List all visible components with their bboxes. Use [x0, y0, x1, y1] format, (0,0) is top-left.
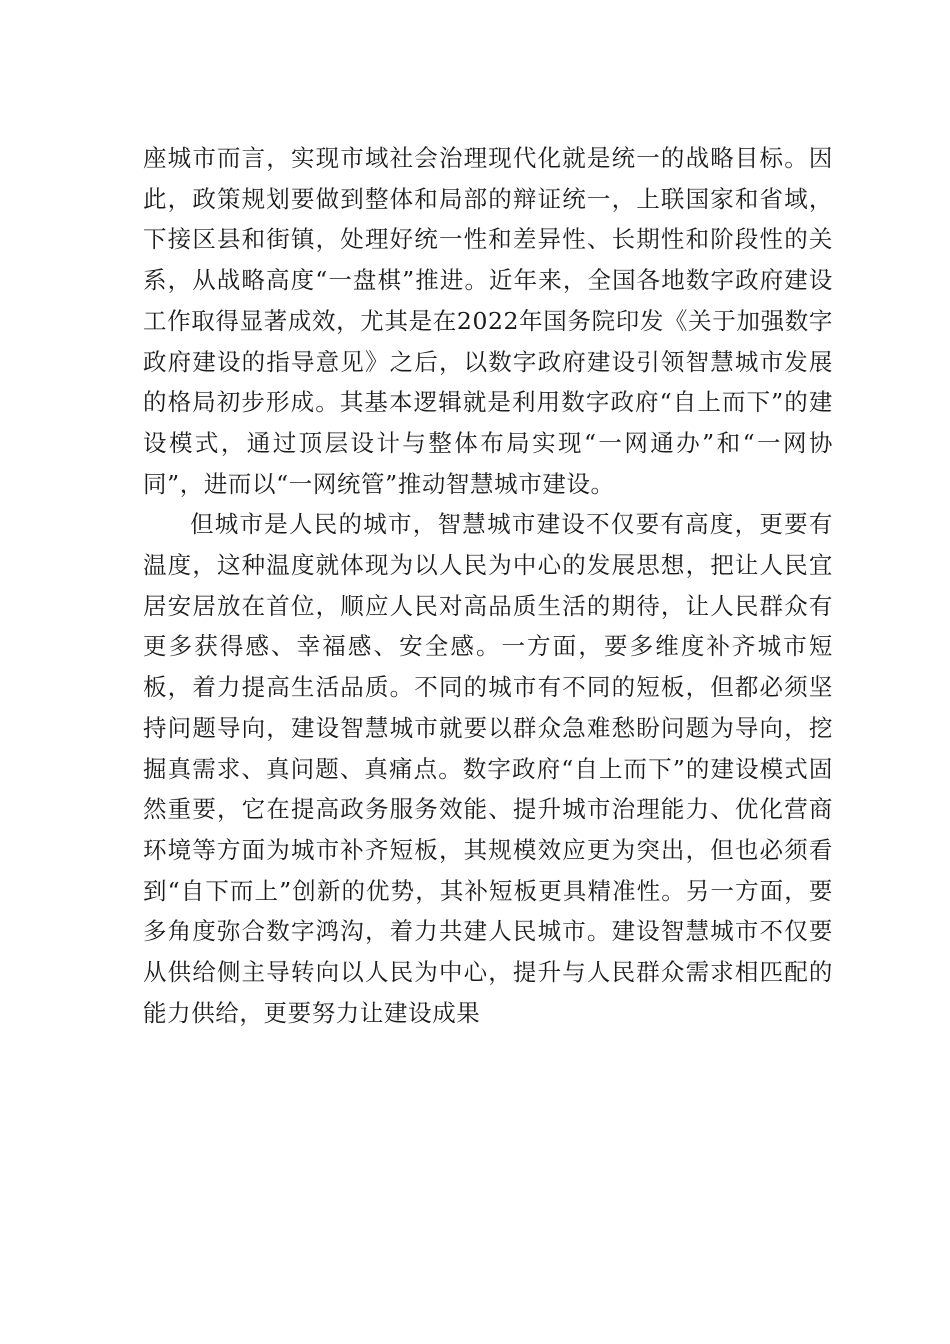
- paragraph-1: 座城市而言，实现市域社会治理现代化就是统一的战略目标。因此，政策规划要做到整体和局部的辩证统一，上联国家和省域，下接区县和街镇，处理好统一性和差异性、长期性和阶段性的关系，从战略高度“一盘棋”推进。近年来，全国各地数字政府建设工作取得显著成效，尤其是在2022年国务院印发《关于加强数字政府建设的指导意见》之后，以数字政府建设引领智慧城市发展的格局初步形成。其基本逻辑就是利用数字政府“自上而下”的建设模式，通过顶层设计与整体布局实现“一网通办”和“一网协同”，进而以“一网统管”推动智慧城市建设。: [143, 144, 833, 498]
- document-body: [143, 138, 833, 1033]
- paragraph-2: 但城市是人民的城市，智慧城市建设不仅要有高度，更要有温度，这种温度就体现为以人民为中心的发展思想，把让人民宜居安居放在首位，顺应人民对高品质生活的期待，让人民群众有更多获得感、幸福感、安全感。一方面，要多维度补齐城市短板，着力提高生活品质。不同的城市有不同的短板，但都必须坚持问题导向，建设智慧城市就要以群众急难愁盼问题为导向，挖掘真需求、真问题、真痛点。数字政府“自上而下”的建设模式固然重要，它在提高政务服务效能、提升城市治理能力、优化营商环境等方面为城市补齐短板，其规模效应更为突出，但也必须看到“自下而上”创新的优势，其补短板更具精准性。另一方面，要多角度弥合数字鸿沟，着力共建人民城市。建设智慧城市不仅要从供给侧主导转向以人民为中心，提升与人民群众需求相匹配的能力供给，更要努力让建设成果: [143, 510, 833, 1027]
